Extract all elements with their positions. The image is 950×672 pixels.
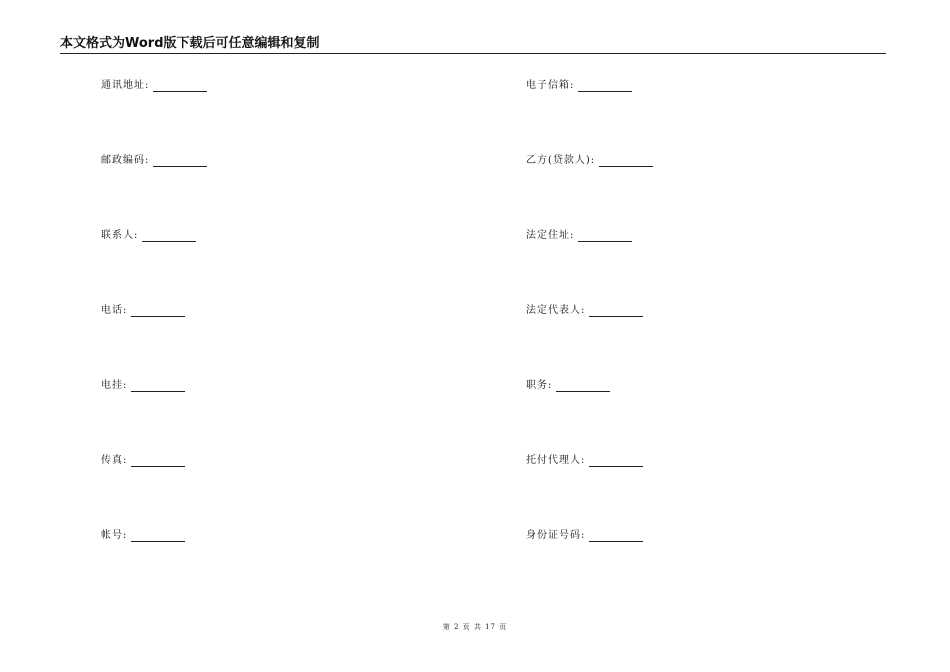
field-account-number xyxy=(101,530,185,542)
field-label: 电挂: xyxy=(101,380,128,391)
fill-blank xyxy=(131,531,185,542)
field-email xyxy=(526,80,632,92)
fill-blank xyxy=(589,531,643,542)
field-label: 通讯地址: xyxy=(101,80,150,91)
page-header xyxy=(60,36,886,54)
fill-blank xyxy=(142,231,196,242)
field-mailing-address xyxy=(101,80,207,92)
fill-blank xyxy=(153,81,207,92)
field-label: 电子信箱: xyxy=(526,80,575,91)
fill-blank xyxy=(153,156,207,167)
fill-blank xyxy=(578,231,632,242)
field-telephone xyxy=(101,305,185,317)
field-contact-person xyxy=(101,230,196,242)
field-label: 身份证号码: xyxy=(526,530,586,541)
field-label: 乙方(贷款人): xyxy=(526,155,596,166)
field-authorized-agent xyxy=(526,455,643,467)
field-label: 帐号: xyxy=(101,530,128,541)
field-fax xyxy=(101,455,185,467)
fill-blank xyxy=(599,156,653,167)
header-title: 本文格式为Word版下载后可任意编辑和复制 xyxy=(60,36,320,51)
field-legal-address xyxy=(526,230,632,242)
fill-blank xyxy=(131,456,185,467)
field-postal-code xyxy=(101,155,207,167)
fill-blank xyxy=(589,306,643,317)
field-label: 职务: xyxy=(526,380,553,391)
field-label: 法定代表人: xyxy=(526,305,586,316)
fill-blank xyxy=(578,81,632,92)
field-label: 法定住址: xyxy=(526,230,575,241)
field-legal-representative xyxy=(526,305,643,317)
field-id-number xyxy=(526,530,643,542)
fill-blank xyxy=(131,306,185,317)
fill-blank xyxy=(131,381,185,392)
field-label: 托付代理人: xyxy=(526,455,586,466)
field-cable xyxy=(101,380,185,392)
fill-blank xyxy=(589,456,643,467)
field-label: 电话: xyxy=(101,305,128,316)
field-position xyxy=(526,380,610,392)
field-label: 邮政编码: xyxy=(101,155,150,166)
field-party-b-lender xyxy=(526,155,653,167)
field-label: 联系人: xyxy=(101,230,139,241)
field-label: 传真: xyxy=(101,455,128,466)
page-number: 第 2 页 共 17 页 xyxy=(442,623,508,631)
fill-blank xyxy=(556,381,610,392)
